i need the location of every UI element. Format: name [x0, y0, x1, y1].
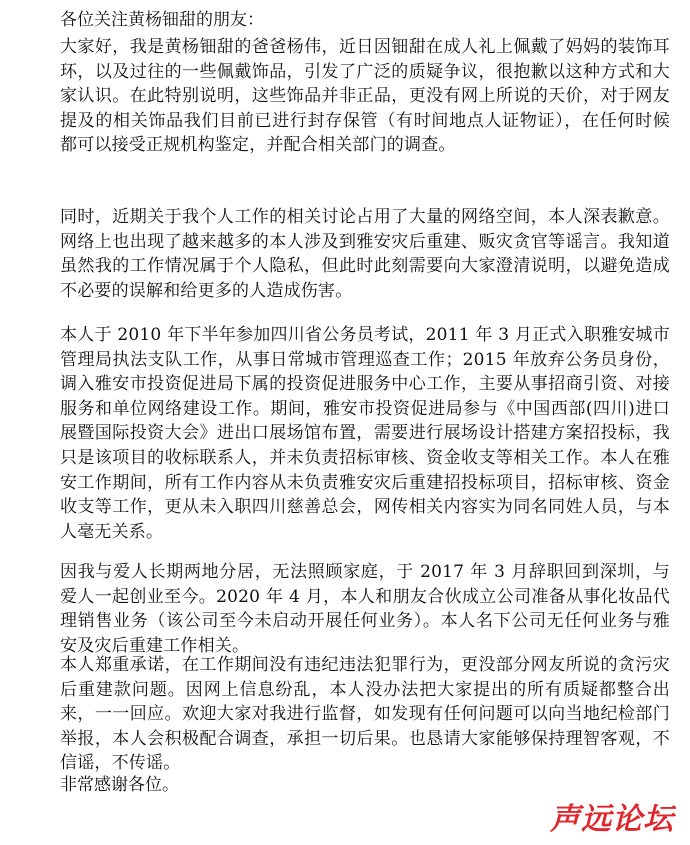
paragraph-5: 本人郑重承诺，在工作期间没有违纪违法犯罪行为，更没部分网友所说的贪污灾后重建款问题。因网上信息纷乱，本人没办法把大家提出的所有质疑都整合出来，一一回应。欢迎大家对我进行监督，如发现有任何问题可以向当地纪检部门举报，本人会积极配合调查，承担一切后果。也恳请大家能够保持理智客观，不信谣，不传谣。 — [60, 655, 670, 774]
forum-watermark — [550, 803, 674, 837]
watermark-logo-text: 声远论坛 — [550, 802, 674, 837]
paragraph-3: 本人于 2010 年下半年参加四川省公务员考试，2011 年 3 月正式入职雅安城市管理局执法支队工作，从事日常城市管理巡查工作；2015 年放弃公务员身份，调入雅安市投资促进局下属的投资促进服务中心工作，主要从事招商引资、对接服务和单位网络建设工作。期间，雅安市投资促进局参与《中国西部(四川)进口展暨国际投资大会》进出口展场馆布置，需要进行展场设计搭建方案招投标，我只是该项目的收标联系人，并未负责招标审核、资金收支等相关工作。本人在雅安工作期间，所有工作内容从未负责雅安灾后重建招投标项目，招标审核、资金收支等工作，更从未入职四川慈善总会，网传相关内容实为同名同姓人员，与本人毫无关系。 — [60, 325, 670, 542]
paragraph-2: 同时，近期关于我个人工作的相关讨论占用了大量的网络空间，本人深表歉意。网络上也出现了越来越多的本人涉及到雅安灾后重建、贩灾贪官等谣言。我知道虽然我的工作情况属于个人隐私，但此时此刻需要向大家澄清说明，以避免造成不必要的误解和给更多的人造成伤害。 — [60, 207, 670, 301]
closing-line: 非常感谢各位。 — [60, 775, 179, 795]
paragraph-1: 大家好，我是黄杨钿甜的爸爸杨伟，近日因钿甜在成人礼上佩戴了妈妈的装饰耳环，以及过往的一些佩戴饰品，引发了广泛的质疑争议，很抱歉以这种方式和大家认识。在此特别说明，这些饰品并非正品，更没有网上所说的天价，对于网友提及的相关饰品我们目前已进行封存保管（有时间地点人证物证），在任何时候都可以接受正规机构鉴定，并配合相关部门的调查。 — [60, 37, 670, 156]
salutation: 各位关注黄杨钿甜的朋友： — [60, 10, 264, 30]
paragraph-4: 因我与爱人长期两地分居，无法照顾家庭，于 2017 年 3 月辞职回到深圳，与爱人一起创业至今。2020 年 4 月，本人和朋友合伙成立公司准备从事化妆品代理销售业务（该公司至今未启动开展任何业务）。本人名下公司无任何业务与雅安及灾后重建工作相关。 — [60, 562, 670, 656]
